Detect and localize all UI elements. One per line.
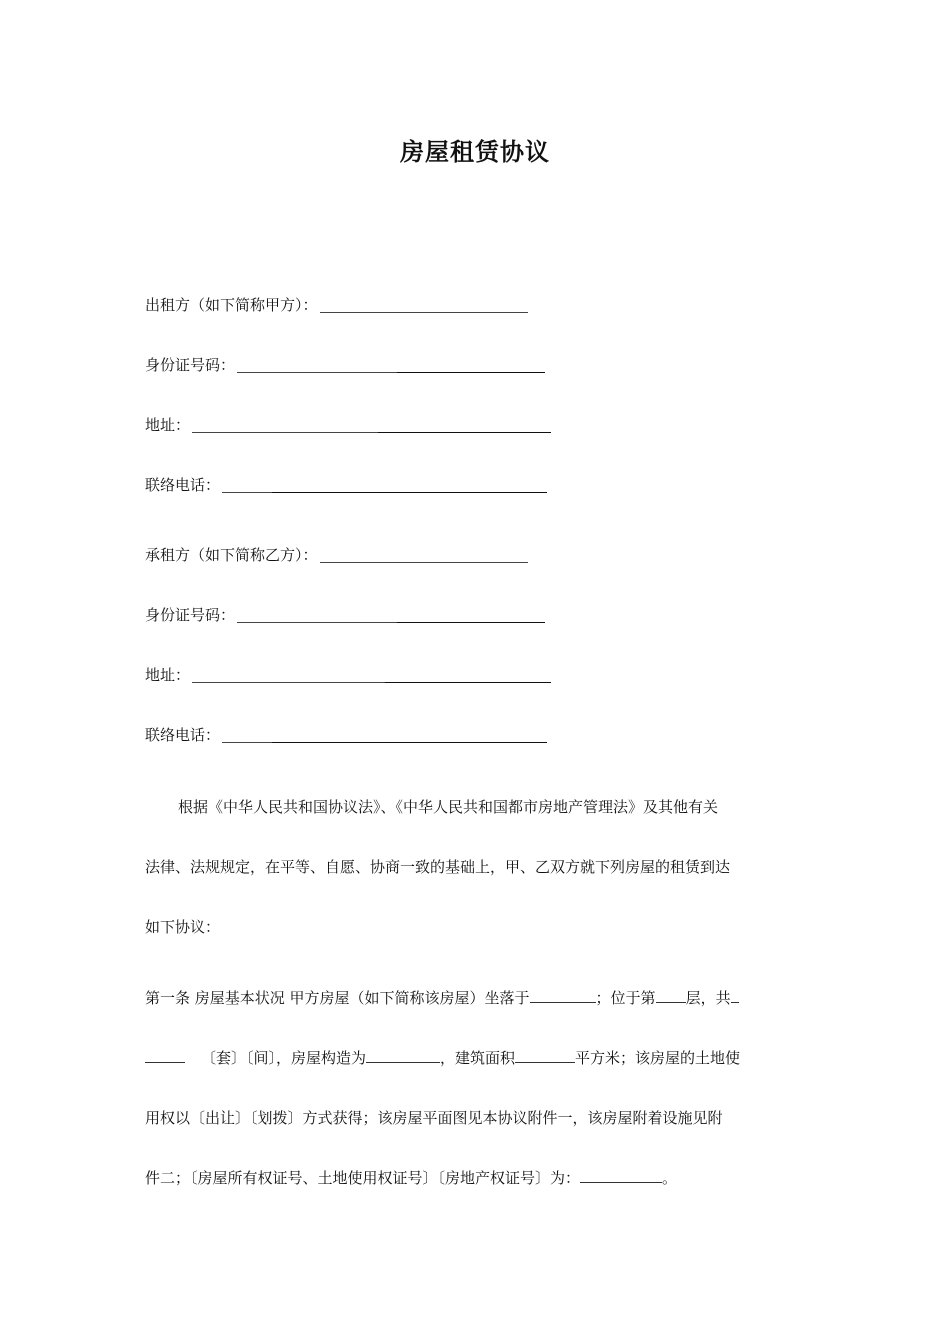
lessor-phone-field [145, 475, 547, 495]
lessee-address-field [145, 665, 551, 685]
preamble-line-1: 根据《中华人民共和国协议法》、《中华人民共和国都市房地产管理法》及其他有关 [178, 798, 719, 816]
lessor-address-blank[interactable] [192, 421, 551, 433]
article-1-line-1 [145, 988, 805, 1008]
structure-blank[interactable] [366, 1048, 440, 1063]
lessee-phone-label: 联络电话： [145, 726, 221, 744]
lessee-address-blank[interactable] [192, 671, 551, 683]
certificate-prefix-text: 件二；〔房屋所有权证号、土地使用权证号〕〔房地产权证号〕为： [145, 1169, 581, 1187]
lessor-phone-label: 联络电话： [145, 476, 221, 494]
structure-prefix-text: 〔套〕〔间〕，房屋构造为 [201, 1049, 367, 1067]
lessor-address-field [145, 415, 551, 435]
lessee-name-blank[interactable] [320, 551, 528, 563]
lessee-id-field [145, 605, 545, 625]
document-title: 房屋租赁协议 [400, 138, 550, 166]
article-1-line-4 [145, 1168, 805, 1188]
lessor-id-field [145, 355, 545, 375]
lessor-name-field [145, 295, 528, 315]
area-prefix-text: ，建筑面积 [440, 1049, 516, 1067]
lessor-address-label: 地址： [145, 416, 191, 434]
lessee-name-field [145, 545, 528, 565]
floor-prefix-text: ；位于第 [595, 989, 656, 1007]
article-1-line-2 [145, 1048, 805, 1068]
lessee-id-label: 身份证号码： [145, 606, 236, 624]
lessor-name-label: 出租方（如下简称甲方）： [145, 296, 318, 314]
article-1-heading-text: 第一条 房屋基本状况 甲方房屋（如下简称该房屋）坐落于 [145, 989, 530, 1007]
article-1-line-3: 用权以〔出让〕〔划拨〕方式获得；该房屋平面图见本协议附件一，该房屋附着设施见附 [145, 1109, 723, 1127]
lessee-address-label: 地址： [145, 666, 191, 684]
certificate-suffix-text: 。 [662, 1169, 678, 1187]
preamble-line-3: 如下协议： [145, 918, 221, 936]
certificate-number-blank[interactable] [580, 1168, 662, 1183]
lessor-name-blank[interactable] [320, 301, 528, 313]
lessee-phone-blank[interactable] [222, 731, 547, 743]
floor-blank[interactable] [656, 988, 686, 1003]
location-blank[interactable] [530, 988, 596, 1003]
lessor-phone-blank[interactable] [222, 481, 547, 493]
preamble-line-2: 法律、法规规定，在平等、自愿、协商一致的基础上，甲、乙双方就下列房屋的租赁到达 [145, 858, 731, 876]
area-suffix-text: 平方米；该房屋的土地使 [575, 1049, 741, 1067]
lessor-id-label: 身份证号码： [145, 356, 236, 374]
total-blank-start[interactable] [731, 988, 739, 1003]
lessor-id-blank[interactable] [237, 361, 545, 373]
lessee-name-label: 承租方（如下简称乙方）： [145, 546, 318, 564]
area-blank[interactable] [515, 1048, 575, 1063]
lessee-phone-field [145, 725, 547, 745]
lessee-id-blank[interactable] [237, 611, 545, 623]
total-blank-end[interactable] [145, 1048, 185, 1063]
total-prefix-text: 层，共 [685, 989, 731, 1007]
